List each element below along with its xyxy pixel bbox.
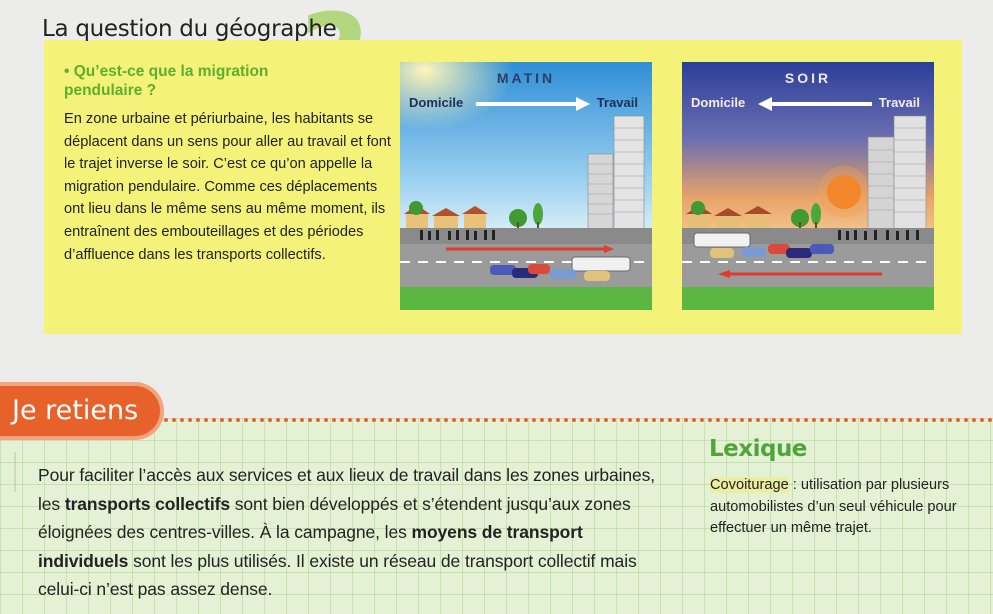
evening-illustration: [682, 62, 934, 310]
evening-title: SOIR: [784, 70, 832, 86]
glossary-entry: [710, 475, 960, 540]
summary-title: Je retiens: [12, 395, 139, 426]
evening-home-label: Domicile: [691, 95, 746, 110]
keyword-collective-transport: transports collectifs: [64, 493, 231, 514]
morning-title: MATIN: [496, 70, 556, 86]
summary-text-part: sont les plus utilisés. Il existe un réseau de transport collectif mais celui-ci n’est pas assez dense.: [38, 550, 637, 599]
explanation-text: En zone urbaine et périurbaine, les habitants se déplacent dans un sens pour aller au travail et font le trajet inverse le soir. C’est ce qu’on appelle la migration pendulaire. Comme ces déplacements ont lieu dans le même sens au même moment, ils entraînent des embouteillages et des périodes d’affluence dans les transports collectifs.: [64, 111, 391, 263]
morning-work-label: Travail: [596, 95, 638, 110]
glossary-term: Covoiturage: [710, 477, 789, 493]
morning-home-label: Domicile: [409, 95, 464, 110]
keyword-individual-transport: moyens de transport individuels: [38, 522, 583, 571]
glossary-definition: : utilisation par plusieurs automobilistes d’un seul véhicule pour effectuer un même trajet.: [710, 477, 957, 536]
summary-text-part: Pour faciliter l’accès aux services et aux lieux de travail dans les zones urbaines, les: [38, 465, 656, 514]
glossary-title: Lexique: [709, 436, 807, 462]
question-heading: • Qu’est-ce que la migration pendulaire ?: [64, 63, 269, 99]
summary-text: [38, 461, 658, 604]
section-title: La question du géographe: [42, 16, 337, 42]
summary-text-part: sont bien développés et s’étendent jusqu’aux zones éloignées des centres-villes. À la campagne, les: [38, 493, 631, 542]
dotted-divider: [164, 418, 993, 422]
morning-illustration: [400, 62, 652, 310]
evening-work-label: Travail: [878, 95, 920, 110]
page-edge-mark: [0, 452, 16, 492]
question-box: [44, 40, 962, 334]
